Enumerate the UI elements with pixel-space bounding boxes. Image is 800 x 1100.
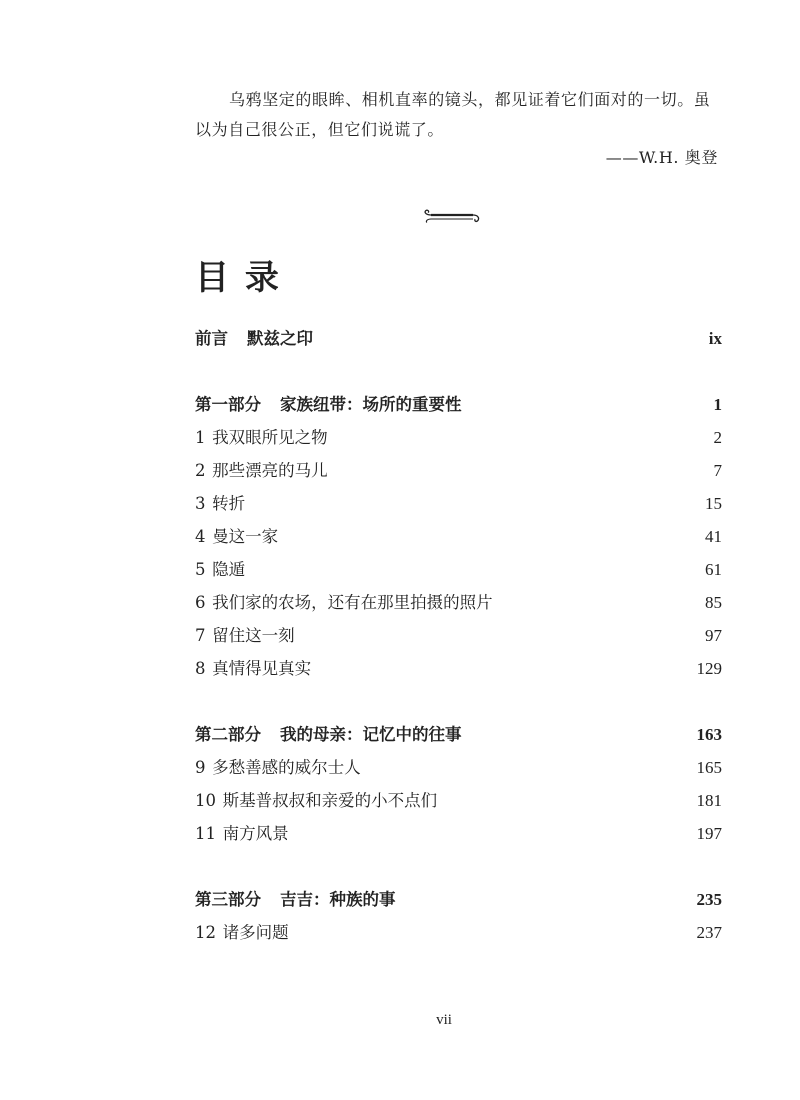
part-title: 家族纽带：场所的重要性 [279,395,462,414]
toc-chapter-entry [195,784,722,817]
chapter-title: 留住这一刻 [212,626,295,645]
chapter-title: 转折 [212,494,246,513]
chapter-number: 6 [195,593,206,612]
chapter-number: 3 [195,494,206,513]
chapter-title: 多愁善感的威尔士人 [212,758,361,777]
page-number: 7 [713,461,722,480]
toc-chapter-entry [195,916,722,949]
chapter-number: 8 [195,659,206,678]
epigraph-line: 乌鸦坚定的眼眸、相机直率的镜头，都见证着它们面对的一切。虽 [229,90,711,109]
toc-chapter-entry [195,619,722,652]
toc-entry-preface [195,322,722,355]
chapter-number: 9 [195,758,206,777]
chapter-title: 南方风景 [222,824,289,843]
chapter-number: 7 [195,626,206,645]
chapter-number: 5 [195,560,206,579]
part-label: 第一部分 [195,395,261,414]
page-number: 85 [705,593,722,612]
toc-part-heading [195,388,722,421]
page-number: 97 [705,626,722,645]
chapter-title: 我双眼所见之物 [212,428,328,447]
chapter-title: 诸多问题 [222,923,289,942]
part-title: 我的母亲：记忆中的往事 [279,725,462,744]
toc-title: 目 录 [195,258,281,298]
epigraph [195,85,722,170]
chapter-number: 12 [195,923,216,942]
chapter-title: 那些漂亮的马儿 [212,461,328,480]
page-number: 129 [696,659,722,678]
page-number: 197 [696,824,722,843]
toc-chapter-entry [195,751,722,784]
page-number: 41 [705,527,722,546]
toc-chapter-entry [195,421,722,454]
chapter-number: 4 [195,527,206,546]
preface-title: 默兹之印 [246,329,313,348]
page-number: ix [708,329,722,348]
page-number: 2 [713,428,722,447]
toc-chapter-entry [195,520,722,553]
epigraph-attribution: ——W.H. 奥登 [605,148,718,167]
chapter-number: 10 [195,791,216,810]
toc-chapter-entry [195,553,722,586]
page-number: 235 [696,890,722,909]
toc-chapter-entry [195,487,722,520]
chapter-number: 11 [195,824,216,843]
ornament-divider-icon [422,209,482,225]
page-number: 15 [705,494,722,513]
page-number: 163 [696,725,722,744]
toc-chapter-entry [195,586,722,619]
part-title: 吉吉：种族的事 [279,890,396,909]
part-label: 第三部分 [195,890,261,909]
page-number: 165 [696,758,722,777]
chapter-title: 我们家的农场，还有在那里拍摄的照片 [212,593,493,612]
chapter-number: 1 [195,428,206,447]
toc-chapter-entry [195,817,722,850]
toc-part-heading [195,718,722,751]
chapter-number: 2 [195,461,206,480]
table-of-contents [195,322,722,949]
page-number: 181 [696,791,722,810]
chapter-title: 真情得见真实 [212,659,312,678]
toc-part-heading [195,883,722,916]
toc-chapter-entry [195,652,722,685]
preface-label: 前言 [195,329,228,348]
page-number: 237 [696,923,722,942]
epigraph-line: 以为自己很公正，但它们说谎了。 [195,120,445,139]
folio-page-number: vii [436,1012,452,1028]
page-number: 1 [713,395,722,414]
part-label: 第二部分 [195,725,261,744]
chapter-title: 斯基普叔叔和亲爱的小不点们 [222,791,438,810]
chapter-title: 隐遁 [212,560,246,579]
toc-chapter-entry [195,454,722,487]
page-number: 61 [705,560,722,579]
chapter-title: 曼这一家 [212,527,279,546]
